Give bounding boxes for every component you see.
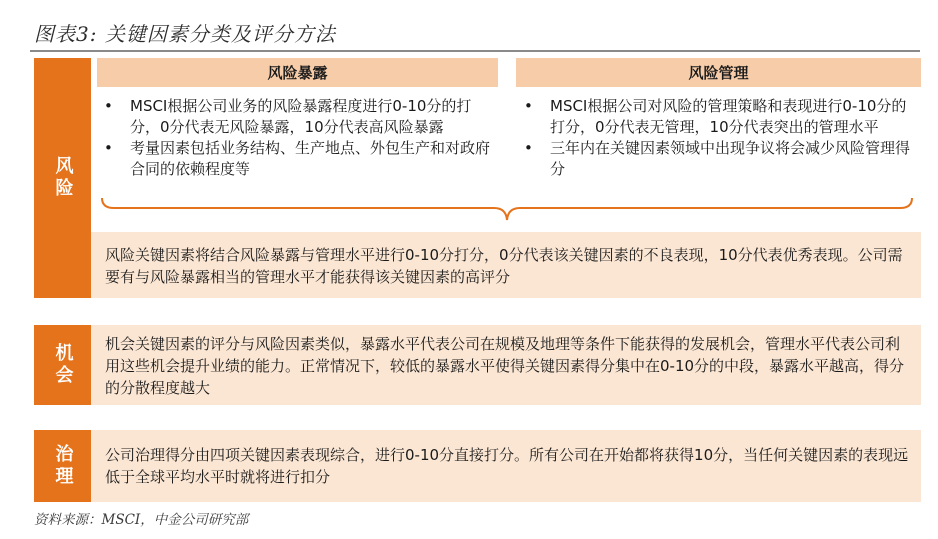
exposure-bullet: • MSCI根据公司业务的风险暴露程度进行0-10分的打分，0分代表无风险暴露，10分代表高风险暴露 xyxy=(98,96,490,138)
title-divider xyxy=(30,50,920,52)
management-header: 风险管理 xyxy=(516,58,921,87)
governance-label: 治理 xyxy=(52,444,74,488)
exposure-bullet: • 考量因素包括业务结构、生产地点、外包生产和对政府合同的依赖程度等 xyxy=(98,138,490,180)
management-bullet: • MSCI根据公司对风险的管理策略和表现进行0-10分的打分，0分代表无管理，10分代表突出的管理水平 xyxy=(518,96,916,138)
risk-label: 风险 xyxy=(52,156,74,200)
governance-panel xyxy=(91,430,921,502)
opportunity-text: 机会关键因素的评分与风险因素类似，暴露水平代表公司在规模及地理等条件下能获得的发展机会，管理水平代表公司利用这些机会提升业绩的能力。正常情况下，较低的暴露水平使得关键因素得分集中在0-10分的中段，暴露水平越高，得分的分散程度越大 xyxy=(105,335,905,397)
opportunity-label: 机会 xyxy=(52,343,74,387)
exposure-header: 风险暴露 xyxy=(97,58,498,87)
figure-title: 图表3: 关键因素分类及评分方法 xyxy=(34,22,336,46)
curly-brace xyxy=(100,196,915,224)
management-bullets xyxy=(518,96,916,180)
source-note: 资料来源：MSCI，中金公司研究部 xyxy=(34,512,249,528)
risk-summary-panel xyxy=(91,232,921,298)
governance-text: 公司治理得分由四项关键因素表现综合，进行0-10分直接打分。所有公司在开始都将获得10分，当任何关键因素的表现远低于全球平均水平时就将进行扣分 xyxy=(105,446,909,486)
opportunity-panel xyxy=(91,325,921,405)
risk-summary-text: 风险关键因素将结合风险暴露与管理水平进行0-10分打分，0分代表该关键因素的不良表现，10分代表优秀表现。公司需要有与风险暴露相当的管理水平才能获得该关键因素的高评分 xyxy=(105,246,903,286)
exposure-bullets xyxy=(98,96,490,180)
management-bullet: • 三年内在关键因素领域中出现争议将会减少风险管理得分 xyxy=(518,138,916,180)
opportunity-label-box xyxy=(34,325,91,405)
risk-label-box xyxy=(34,58,91,298)
governance-label-box xyxy=(34,430,91,502)
